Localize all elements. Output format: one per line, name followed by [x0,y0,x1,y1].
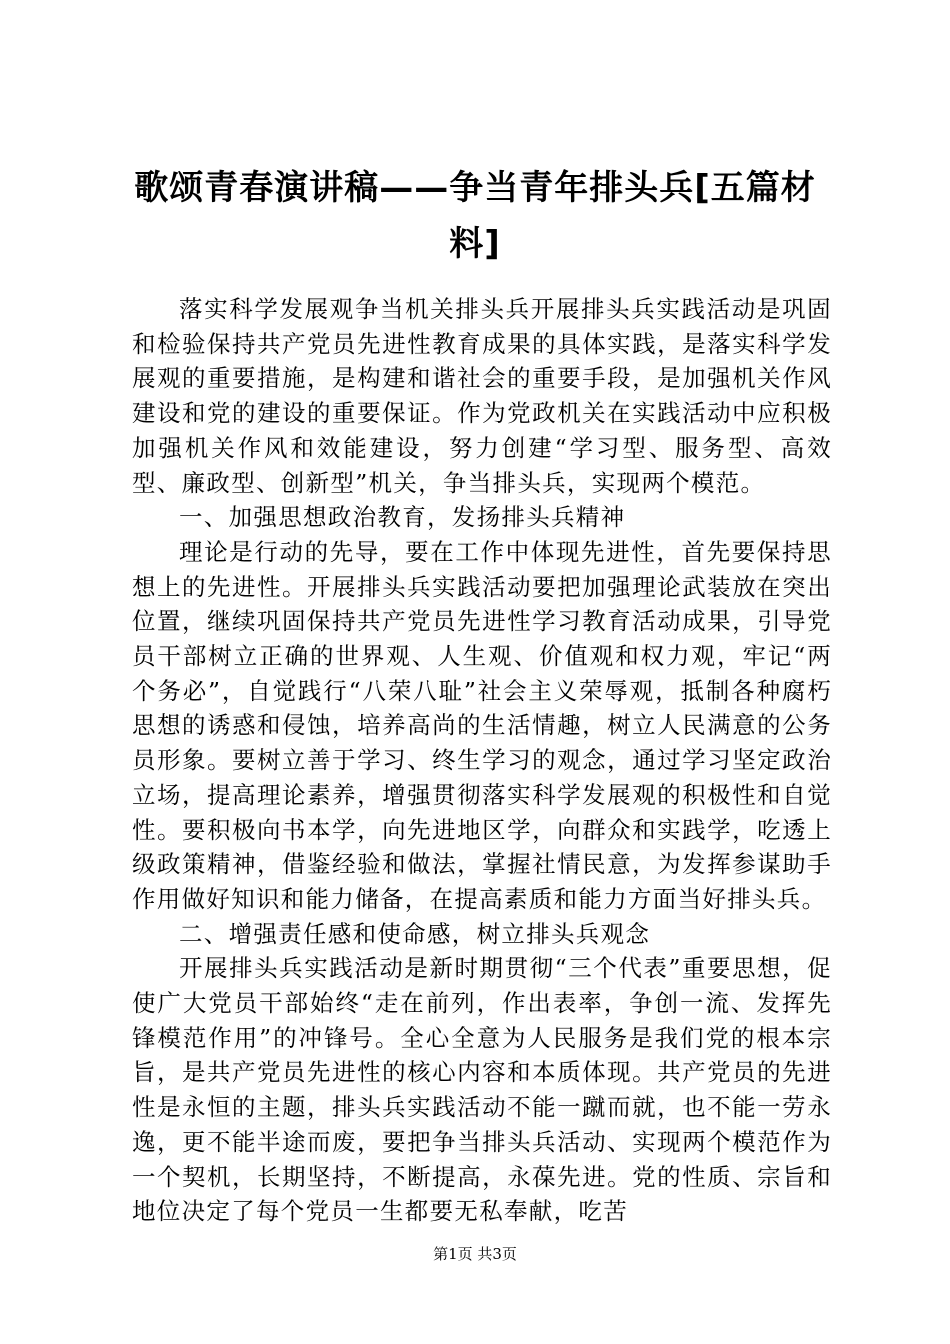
paragraph-intro: 落实科学发展观争当机关排头兵开展排头兵实践活动是巩固和检验保持共产党员先进性教育成果的具体实践，是落实科学发展观的重要措施，是构建和谐社会的重要手段，是加强机关作风建设和党的建设的重要保证。作为党政机关在实践活动中应积极加强机关作风和效能建设，努力创建“学习型、服务型、高效型、廉政型、创新型”机关，争当排头兵，实现两个模范。 [132,295,832,497]
page-number-footer: 第1页 共3页 [433,1245,517,1263]
section-heading-1: 一、加强思想政治教育，发扬排头兵精神 [179,503,626,532]
document-body [132,292,832,1229]
section-heading-2: 二、增强责任感和使命感，树立排头兵观念 [179,919,651,948]
paragraph-section-1: 理论是行动的先导，要在工作中体现先进性，首先要保持思想上的先进性。开展排头兵实践活动要把加强理论武装放在突出位置，继续巩固保持共产党员先进性学习教育活动成果，引导党员干部树立正确的世界观、人生观、价值观和权力观，牢记“两个务必”，自觉践行“八荣八耻”社会主义荣辱观，抵制各种腐朽思想的诱惑和侵蚀，培养高尚的生活情趣，树立人民满意的公务员形象。要树立善于学习、终生学习的观念，通过学习坚定政治立场，提高理论素养，增强贯彻落实科学发展观的积极性和自觉性。要积极向书本学，向先进地区学，向群众和实践学，吃透上级政策精神，借鉴经验和做法，掌握社情民意，为发挥参谋助手作用做好知识和能力储备，在提高素质和能力方面当好排头兵。 [132,537,832,913]
document-title: 歌颂青春演讲稿——争当青年排头兵[五篇材料] [134,168,816,264]
paragraph-section-2: 开展排头兵实践活动是新时期贯彻“三个代表”重要思想，促使广大党员干部始终“走在前列，作出表率，争创一流、发挥先锋模范作用”的冲锋号。全心全意为人民服务是我们党的根本宗旨，是共产党员先进性的核心内容和本质体现。共产党员的先进性是永恒的主题，排头兵实践活动不能一蹴而就，也不能一劳永逸，更不能半途而废，要把争当排头兵活动、实现两个模范作为一个契机，长期坚持，不断提高，永葆先进。党的性质、宗旨和地位决定了每个党员一生都要无私奉献，吃苦 [132,954,832,1226]
